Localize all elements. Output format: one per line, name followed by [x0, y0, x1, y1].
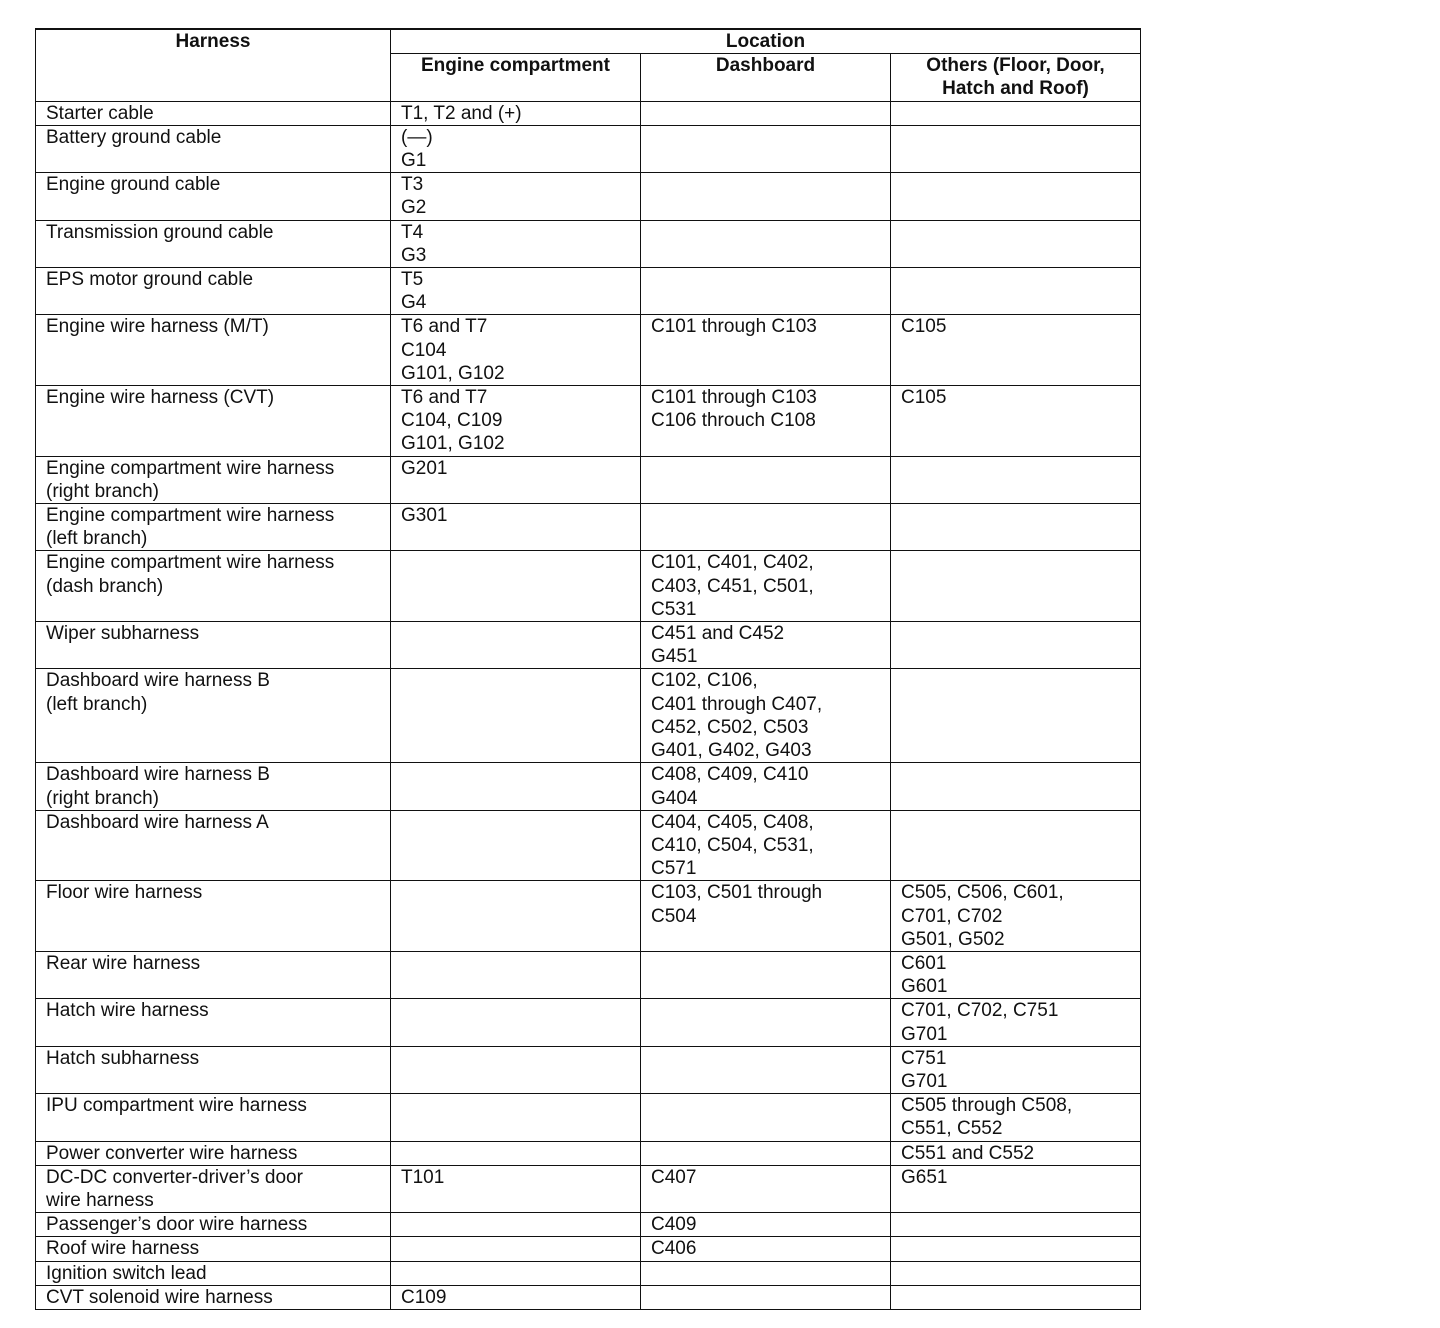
cell-harness-name: Engine compartment wire harness (left branch) — [36, 504, 391, 551]
table-row — [36, 1261, 1141, 1285]
cell-harness-name: IPU compartment wire harness — [36, 1094, 391, 1141]
table-row — [36, 220, 1141, 267]
cell-engine-compartment — [391, 1094, 641, 1141]
table-row — [36, 1285, 1141, 1309]
cell-others — [891, 810, 1141, 881]
cell-engine-compartment — [391, 1237, 641, 1261]
cell-dashboard: C451 and C452 G451 — [641, 622, 891, 669]
cell-engine-compartment: T1, T2 and (+) — [391, 101, 641, 125]
cell-engine-compartment — [391, 1046, 641, 1093]
cell-engine-compartment: T5 G4 — [391, 268, 641, 315]
cell-harness-name: Ignition switch lead — [36, 1261, 391, 1285]
harness-location-document — [35, 28, 1140, 1310]
table-row — [36, 999, 1141, 1046]
table-row — [36, 386, 1141, 457]
cell-others — [891, 125, 1141, 172]
cell-dashboard — [641, 220, 891, 267]
cell-harness-name: Rear wire harness — [36, 951, 391, 998]
cell-dashboard — [641, 1261, 891, 1285]
cell-dashboard: C101 through C103 C106 throuch C108 — [641, 386, 891, 457]
cell-harness-name: Dashboard wire harness B (right branch) — [36, 763, 391, 810]
cell-others: C701, C702, C751 G701 — [891, 999, 1141, 1046]
cell-engine-compartment: T3 G2 — [391, 173, 641, 220]
cell-others — [891, 1261, 1141, 1285]
cell-dashboard: C409 — [641, 1213, 891, 1237]
cell-others: C751 G701 — [891, 1046, 1141, 1093]
cell-engine-compartment — [391, 669, 641, 763]
cell-harness-name: Transmission ground cable — [36, 220, 391, 267]
cell-dashboard — [641, 504, 891, 551]
header-engine-compartment: Engine compartment — [391, 54, 641, 101]
cell-others — [891, 1237, 1141, 1261]
cell-dashboard — [641, 999, 891, 1046]
cell-others: C505, C506, C601, C701, C702 G501, G502 — [891, 881, 1141, 952]
cell-others — [891, 622, 1141, 669]
header-row-top — [36, 29, 1141, 54]
cell-others — [891, 173, 1141, 220]
table-row — [36, 504, 1141, 551]
cell-dashboard: C102, C106, C401 through C407, C452, C502, C503 G401, G402, G403 — [641, 669, 891, 763]
table-row — [36, 1165, 1141, 1212]
table-row — [36, 456, 1141, 503]
cell-dashboard: C406 — [641, 1237, 891, 1261]
table-row — [36, 1237, 1141, 1261]
cell-engine-compartment — [391, 551, 641, 622]
header-harness: Harness — [36, 29, 391, 101]
cell-dashboard: C103, C501 through C504 — [641, 881, 891, 952]
cell-harness-name: Starter cable — [36, 101, 391, 125]
cell-others — [891, 1285, 1141, 1309]
cell-engine-compartment: T101 — [391, 1165, 641, 1212]
cell-engine-compartment — [391, 763, 641, 810]
cell-others — [891, 268, 1141, 315]
cell-dashboard — [641, 1141, 891, 1165]
table-row — [36, 1141, 1141, 1165]
cell-dashboard — [641, 101, 891, 125]
cell-dashboard — [641, 456, 891, 503]
cell-engine-compartment: (—) G1 — [391, 125, 641, 172]
cell-harness-name: Engine compartment wire harness (dash branch) — [36, 551, 391, 622]
cell-harness-name: Hatch wire harness — [36, 999, 391, 1046]
header-dashboard: Dashboard — [641, 54, 891, 101]
table-row — [36, 763, 1141, 810]
cell-engine-compartment: G301 — [391, 504, 641, 551]
cell-engine-compartment — [391, 1141, 641, 1165]
cell-dashboard — [641, 951, 891, 998]
cell-others: C105 — [891, 315, 1141, 386]
cell-others — [891, 551, 1141, 622]
table-row — [36, 268, 1141, 315]
cell-harness-name: Power converter wire harness — [36, 1141, 391, 1165]
table-row — [36, 551, 1141, 622]
cell-engine-compartment: T6 and T7 C104, C109 G101, G102 — [391, 386, 641, 457]
table-row — [36, 669, 1141, 763]
cell-engine-compartment — [391, 810, 641, 881]
table-row — [36, 622, 1141, 669]
cell-others — [891, 101, 1141, 125]
cell-others — [891, 220, 1141, 267]
cell-harness-name: Engine ground cable — [36, 173, 391, 220]
cell-others: C105 — [891, 386, 1141, 457]
table-row — [36, 881, 1141, 952]
cell-harness-name: Engine compartment wire harness (right branch) — [36, 456, 391, 503]
cell-harness-name: Wiper subharness — [36, 622, 391, 669]
harness-location-table — [35, 28, 1141, 1310]
cell-engine-compartment: T6 and T7 C104 G101, G102 — [391, 315, 641, 386]
cell-others — [891, 1213, 1141, 1237]
cell-dashboard: C407 — [641, 1165, 891, 1212]
cell-others — [891, 504, 1141, 551]
table-row — [36, 101, 1141, 125]
table-row — [36, 1046, 1141, 1093]
cell-harness-name: Engine wire harness (CVT) — [36, 386, 391, 457]
cell-harness-name: EPS motor ground cable — [36, 268, 391, 315]
cell-dashboard: C408, C409, C410 G404 — [641, 763, 891, 810]
cell-harness-name: Dashboard wire harness B (left branch) — [36, 669, 391, 763]
cell-others: G651 — [891, 1165, 1141, 1212]
cell-others: C551 and C552 — [891, 1141, 1141, 1165]
cell-engine-compartment — [391, 951, 641, 998]
cell-dashboard — [641, 1094, 891, 1141]
cell-others — [891, 669, 1141, 763]
cell-harness-name: Engine wire harness (M/T) — [36, 315, 391, 386]
table-row — [36, 125, 1141, 172]
table-row — [36, 1213, 1141, 1237]
cell-dashboard — [641, 125, 891, 172]
cell-engine-compartment — [391, 999, 641, 1046]
cell-dashboard — [641, 1046, 891, 1093]
table-row — [36, 1094, 1141, 1141]
header-others: Others (Floor, Door, Hatch and Roof) — [891, 54, 1141, 101]
cell-dashboard: C404, C405, C408, C410, C504, C531, C571 — [641, 810, 891, 881]
cell-engine-compartment: T4 G3 — [391, 220, 641, 267]
cell-others — [891, 763, 1141, 810]
cell-harness-name: Passenger’s door wire harness — [36, 1213, 391, 1237]
cell-engine-compartment — [391, 1213, 641, 1237]
cell-dashboard — [641, 173, 891, 220]
cell-others: C601 G601 — [891, 951, 1141, 998]
cell-harness-name: Hatch subharness — [36, 1046, 391, 1093]
cell-engine-compartment — [391, 881, 641, 952]
table-header — [36, 29, 1141, 101]
cell-dashboard — [641, 1285, 891, 1309]
table-row — [36, 173, 1141, 220]
cell-dashboard: C101, C401, C402, C403, C451, C501, C531 — [641, 551, 891, 622]
cell-engine-compartment: G201 — [391, 456, 641, 503]
table-row — [36, 315, 1141, 386]
cell-dashboard — [641, 268, 891, 315]
table-body — [36, 101, 1141, 1309]
cell-harness-name: DC-DC converter-driver’s door wire harness — [36, 1165, 391, 1212]
cell-engine-compartment: C109 — [391, 1285, 641, 1309]
cell-harness-name: Dashboard wire harness A — [36, 810, 391, 881]
cell-dashboard: C101 through C103 — [641, 315, 891, 386]
header-location: Location — [391, 29, 1141, 54]
cell-engine-compartment — [391, 1261, 641, 1285]
cell-harness-name: Roof wire harness — [36, 1237, 391, 1261]
cell-harness-name: Floor wire harness — [36, 881, 391, 952]
cell-others — [891, 456, 1141, 503]
table-row — [36, 810, 1141, 881]
cell-harness-name: Battery ground cable — [36, 125, 391, 172]
cell-engine-compartment — [391, 622, 641, 669]
cell-others: C505 through C508, C551, C552 — [891, 1094, 1141, 1141]
table-row — [36, 951, 1141, 998]
cell-harness-name: CVT solenoid wire harness — [36, 1285, 391, 1309]
